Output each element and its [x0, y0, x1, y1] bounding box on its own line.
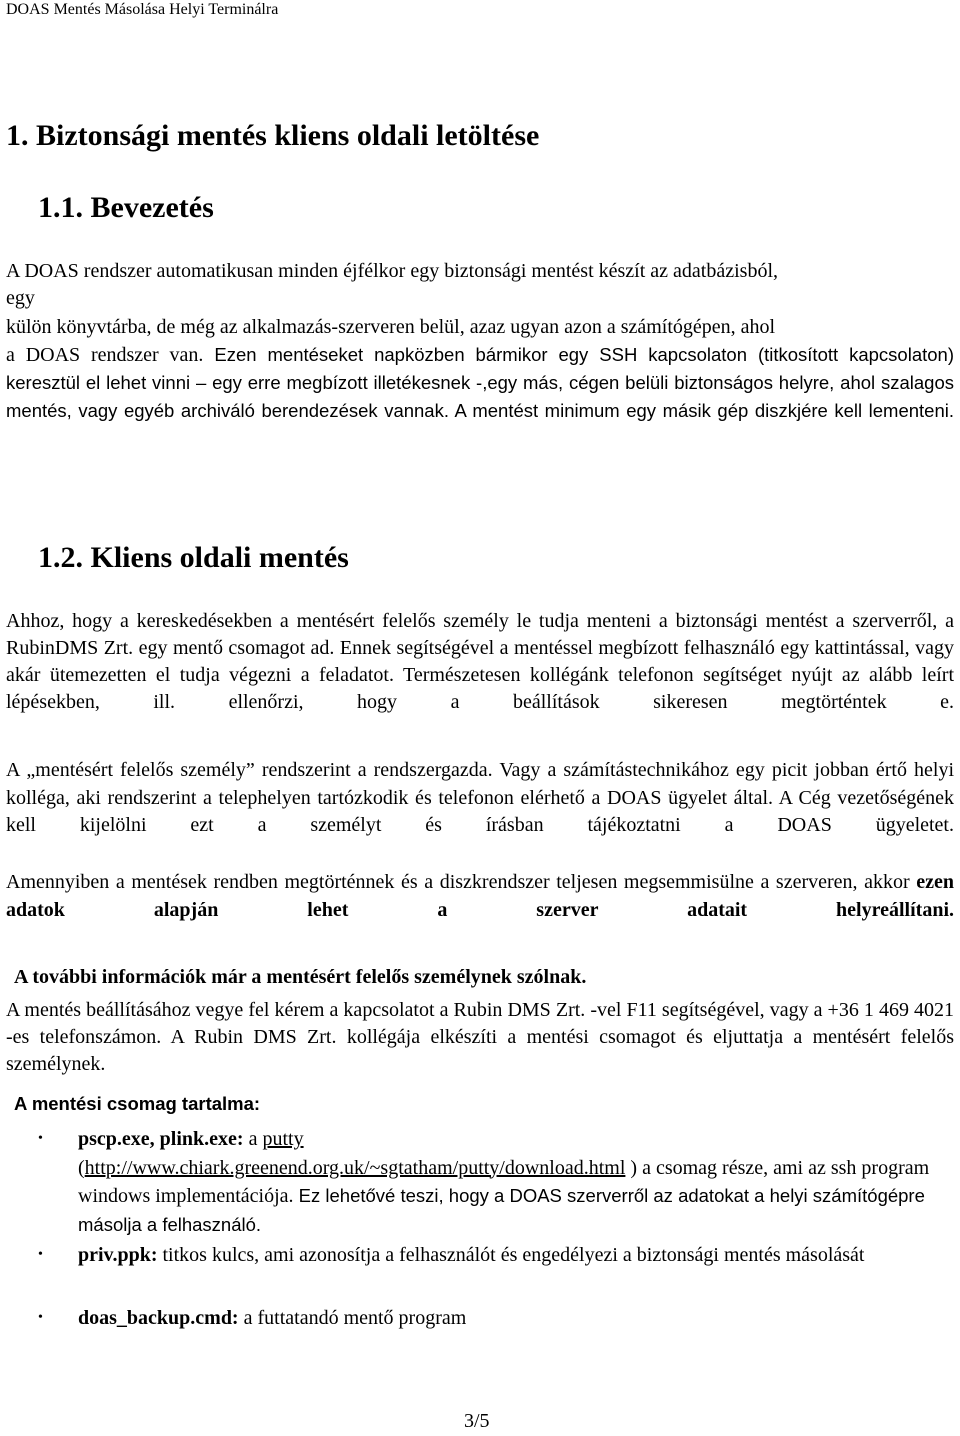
intro-line-4-start: a DOAS rendszer van.	[6, 344, 204, 366]
bullet-icon: •	[38, 1131, 43, 1146]
intro-line-3: külön könyvtárba, de még az alkalmazás-szerveren belül, azaz ugyan azon a számítógépen, ahol	[6, 316, 776, 338]
paragraph-3-bold: ezen adatok alapján lehet a szerver adatait helyreállítani.	[6, 871, 954, 921]
package-heading: A mentési csomag tartalma:	[14, 1093, 261, 1114]
intro-line-2: egy	[6, 287, 35, 309]
list-item-text: titkos kulcs, ami azonosítja a felhasználót és engedélyezi a biztonsági mentés másolását	[157, 1244, 865, 1266]
intro-line-4-rest: Ezen mentéseket napközben bármikor egy SSH kapcsolaton (titkosított kapcsolaton) keresztül el lehet vinni – egy erre megbízott illetékesnek -,egy más, cégen belüli biztonságos helyre, ahol szalagos mentés, vagy egyéb archiváló berendezések vannak. A mentést minimum egy másik gép diszkjére kell lementeni.	[6, 344, 954, 421]
list-item-term: priv.ppk:	[78, 1244, 158, 1266]
client-backup-paragraph-3	[6, 869, 954, 952]
list-item-term: pscp.exe, plink.exe:	[78, 1128, 244, 1150]
list-item	[38, 1125, 956, 1239]
list-item-text: Ez lehetővé teszi, hogy a DOAS szerverről az adatokat a helyi számítógépre másolja a felhasználó.	[78, 1185, 925, 1235]
bullet-icon: •	[38, 1310, 43, 1325]
client-backup-paragraph-1: Ahhoz, hogy a kereskedésekben a mentésért felelős személy le tudja menteni a biztonsági mentést a szerverről, a RubinDMS Zrt. egy mentő csomagot ad. Ennek segítségével a mentéssel megbízott felhasználó egy kattintással, vagy akár ütemezetten el tudja végezni a feladatot. Természetesen kollégánk telefonon segítséget nyújt az alább leírt lépésekben, ill. ellenőrzi, hogy a beállítások sikeresen megtörténtek e.	[6, 610, 954, 713]
info-paragraph: A mentés beállításához vegye fel kérem a kapcsolatot a Rubin DMS Zrt. -vel F11 segítségével, vagy a +36 1 469 4021 -es telefonszámon. A Rubin DMS Zrt. kollégája elkészíti a mentési csomagot és eljuttatja a mentésért felelős személynek.	[6, 999, 954, 1075]
section-1-heading: 1. Biztonsági mentés kliens oldali letöltése	[6, 119, 540, 152]
section-1-2-heading: 1.2. Kliens oldali mentés	[38, 541, 349, 574]
intro-line-1: A DOAS rendszer automatikusan minden éjfélkor egy biztonsági mentést készít az adatbázisból,	[6, 260, 779, 282]
putty-link[interactable]: putty	[262, 1128, 304, 1150]
list-item-text: a futtatandó mentő program	[238, 1307, 467, 1329]
list-item-term: doas_backup.cmd:	[78, 1307, 239, 1329]
list-item-text: ) a csomag része, ami az ssh program windows implementációja.	[78, 1156, 930, 1207]
client-backup-paragraph-2: A „mentésért felelős személy” rendszerint a rendszergazda. Vagy a számítástechnikához egy picit jobban értő helyi kolléga, aki rendszerint a telephelyen tartózkodik és telefonon elérhető a DOAS ügyelet által. A Cég vezetőségének kell kijelölni ezt a személyt és írásban tájékoztatni a DOAS ügyeletet.	[6, 759, 954, 836]
list-item	[38, 1304, 956, 1333]
paragraph-3-text: Amennyiben a mentések rendben megtörténnek és a diszkrendszer teljesen megsemmisülne a szerveren, akkor	[6, 871, 917, 893]
intro-paragraph	[6, 341, 954, 453]
running-header: DOAS Mentés Másolása Helyi Terminálra	[6, 1, 279, 18]
info-heading: A további információk már a mentésért felelős személynek szólnak.	[14, 966, 587, 988]
section-1-1-heading: 1.1. Bevezetés	[38, 191, 214, 224]
putty-download-link[interactable]: http://www.chiark.greenend.org.uk/~sgtatham/putty/download.html	[84, 1156, 626, 1179]
bullet-icon: •	[38, 1247, 43, 1262]
list-item-text: (	[78, 1156, 85, 1179]
page-number: 3/5	[464, 1410, 490, 1432]
list-item	[38, 1241, 956, 1270]
list-item-text: a	[243, 1128, 263, 1150]
